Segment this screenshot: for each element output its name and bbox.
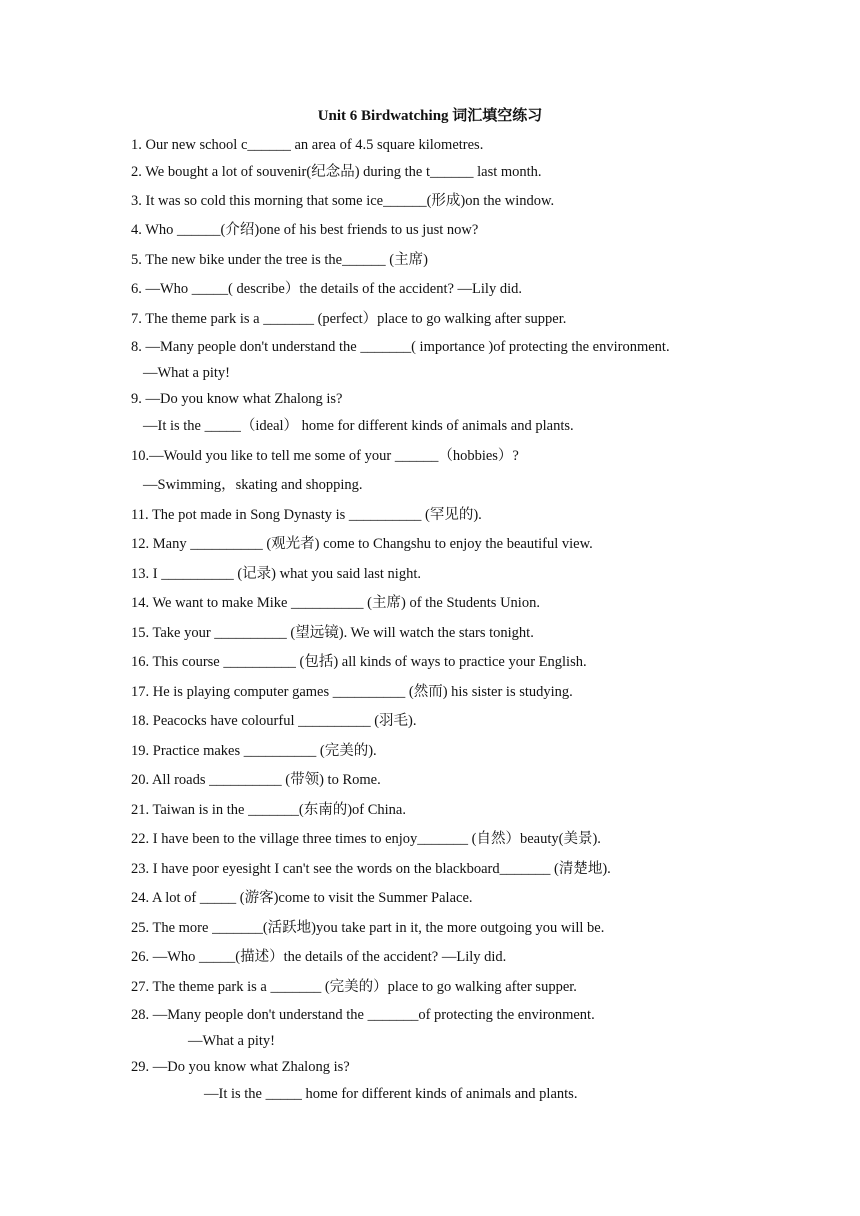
exercise-line-16: 16. This course __________ (包括) all kinds of ways to practice your English. (131, 654, 587, 670)
exercise-line-15: 15. Take your __________ (望远镜). We will watch the stars tonight. (131, 625, 534, 641)
exercise-line-29: 29. —Do you know what Zhalong is? (131, 1059, 350, 1075)
exercise-line-12: 12. Many __________ (观光者) come to Changshu to enjoy the beautiful view. (131, 536, 593, 552)
exercise-line-9: 9. —Do you know what Zhalong is? (131, 391, 343, 407)
exercise-line-20: 20. All roads __________ (带领) to Rome. (131, 772, 381, 788)
exercise-line-7: 7. The theme park is a _______ (perfect）place to go walking after supper. (131, 311, 567, 327)
exercise-line-14: 14. We want to make Mike __________ (主席) of the Students Union. (131, 595, 540, 611)
page-title: Unit 6 Birdwatching 词汇填空练习 (317, 108, 543, 124)
exercise-line-21: 21. Taiwan is in the _______(东南的)of China. (131, 802, 406, 818)
exercise-line-22: 22. I have been to the village three times to enjoy_______ (自然）beauty(美景). (131, 831, 601, 847)
exercise-line-9-reply: —It is the _____（ideal） home for different kinds of animals and plants. (143, 418, 574, 434)
exercise-line-13: 13. I __________ (记录) what you said last night. (131, 566, 421, 582)
exercise-line-19: 19. Practice makes __________ (完美的). (131, 743, 377, 759)
exercise-line-26: 26. —Who _____(描述）the details of the accident? —Lily did. (131, 949, 507, 965)
exercise-line-1: 1. Our new school c______ an area of 4.5 square kilometres. (131, 137, 484, 153)
exercise-line-24: 24. A lot of _____ (游客)come to visit the Summer Palace. (131, 890, 473, 906)
exercise-line-28-reply: —What a pity! (188, 1033, 275, 1049)
exercise-line-18: 18. Peacocks have colourful __________ (羽毛). (131, 713, 417, 729)
exercise-line-27: 27. The theme park is a _______ (完美的）place to go walking after supper. (131, 979, 577, 995)
exercise-line-25: 25. The more _______(活跃地)you take part in it, the more outgoing you will be. (131, 920, 605, 936)
exercise-line-10-reply: —Swimming，skating and shopping. (143, 477, 363, 493)
exercise-line-28: 28. —Many people don't understand the _______of protecting the environment. (131, 1007, 595, 1023)
exercise-line-8-reply: —What a pity! (143, 365, 230, 381)
exercise-line-6: 6. —Who _____( describe）the details of the accident? —Lily did. (131, 281, 522, 297)
exercise-line-5: 5. The new bike under the tree is the______ (主席) (131, 252, 428, 268)
exercise-line-3: 3. It was so cold this morning that some ice______(形成)on the window. (131, 193, 555, 209)
exercise-line-4: 4. Who ______(介绍)one of his best friends to us just now? (131, 222, 479, 238)
exercise-line-11: 11. The pot made in Song Dynasty is __________ (罕见的). (131, 507, 482, 523)
exercise-line-2: 2. We bought a lot of souvenir(纪念品) during the t______ last month. (131, 164, 542, 180)
exercise-line-17: 17. He is playing computer games __________ (然而) his sister is studying. (131, 684, 573, 700)
exercise-line-10: 10.—Would you like to tell me some of your ______（hobbies）? (131, 448, 519, 464)
exercise-line-8: 8. —Many people don't understand the _______( importance )of protecting the environment. (131, 339, 670, 355)
exercise-line-29-reply: —It is the _____ home for different kinds of animals and plants. (204, 1086, 578, 1102)
exercise-line-23: 23. I have poor eyesight I can't see the words on the blackboard_______ (清楚地). (131, 861, 611, 877)
